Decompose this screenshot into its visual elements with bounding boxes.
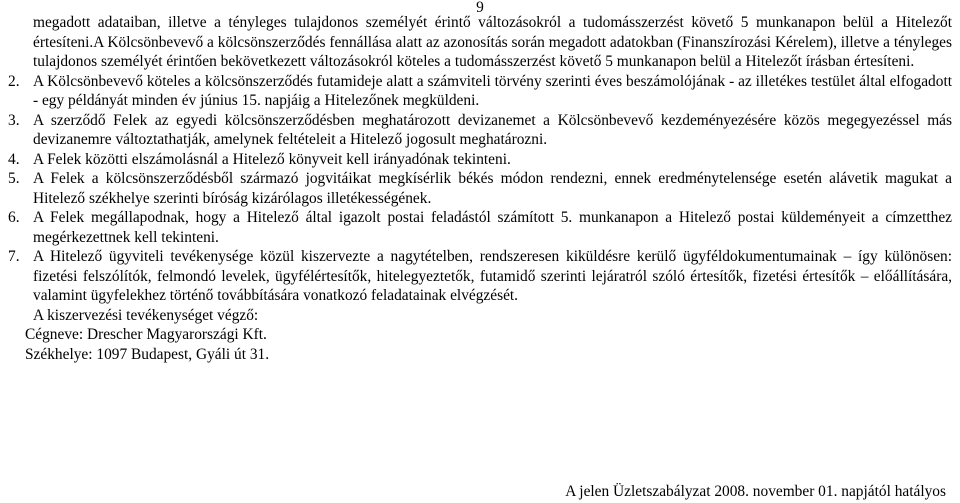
item-text: A Felek megállapodnak, hogy a Hitelező által igazolt postai feladástól számított 5. munkanapon a Hitelező postai küldeményeit a címzetthez megérkezettnek kell tekinteni. xyxy=(33,209,952,246)
item-text: A szerződő Felek az egyedi kölcsönszerződésben meghatározott devizanemet a Kölcsönbevevő kezdeményezésére közös megegyezéssel más devizanemre változtathatják, amelynek feltételeit a Hitelező jogosult meghatározni. xyxy=(33,111,952,148)
list-item xyxy=(8,150,952,170)
list-item xyxy=(8,72,952,111)
item-text: A Hitelező ügyviteli tevékenysége közül kiszervezte a nagytételben, rendszeresen kiküldésre kerülő ügyféldokumentumainak – így különösen: fizetési felszólítók, felmondó levelek, ügyfélértesítők, hitelegyeztetők, futamidő szerinti lejáratról szóló értesítők, fizetési értesítők – előállítására, valamint ügyfelekhez történő továbbítására vonatkozó feladatainak elvégzését. xyxy=(33,248,952,304)
outsourcing-company-name: Cégneve: Drescher Magyarországi Kft. xyxy=(25,326,267,343)
intro-paragraph: megadott adataiban, illetve a tényleges tulajdonos személyét érintő változásokról a tudomásszerzést követő 5 munkanapon belül a Hitelezőt értesíteni.A Kölcsönbevevő a kölcsönszerződés fennállása alatt az azonosítás során megadott adatokban (Finanszírozási Kérelem), illetve a tényleges tulajdonos személyét érintően bekövetkezett változásokról köteles a tudomásszerzést követő 5 munkanapon belül a Hitelezőt írásban értesíteni. xyxy=(33,14,952,70)
item-number: 3. xyxy=(8,111,20,129)
item-number: 2. xyxy=(8,72,20,90)
item-text: A Felek a kölcsönszerződésből származó jogvitáikat megkísérlik békés módon rendezni, ennek eredménytelensége esetén alávetik magukat a Hitelező székhelye szerinti bíróság kizárólagos illetékességének. xyxy=(33,170,952,207)
list-item xyxy=(8,247,952,306)
item-number: 7. xyxy=(8,248,20,265)
item-text: A Kölcsönbevevő köteles a kölcsönszerződés futamideje alatt a számviteli törvény szerinti éves beszámolójának - az illetékes testület által elfogadott - egy példányát minden év június 15. napjáig a Hitelezőnek megküldeni. xyxy=(33,72,952,109)
item-number: 6. xyxy=(8,209,20,226)
page-number: 9 xyxy=(476,0,484,16)
footer-effective-date: A jelen Üzletszabályzat 2008. november 01. napjától hatályos xyxy=(565,483,946,500)
outsourcing-heading: A kiszervezési tevékenységet végző: xyxy=(33,306,259,324)
item-number: 4. xyxy=(8,150,20,168)
list-item xyxy=(8,111,952,150)
item-number: 5. xyxy=(8,170,20,187)
document-body xyxy=(8,13,952,364)
list-item xyxy=(8,169,952,208)
outsourcing-company-address: Székhelye: 1097 Budapest, Gyáli út 31. xyxy=(25,345,270,363)
list-item xyxy=(8,208,952,247)
item-text: A Felek közötti elszámolásnál a Hitelező könyveit kell irányadónak tekinteni. xyxy=(33,150,511,168)
